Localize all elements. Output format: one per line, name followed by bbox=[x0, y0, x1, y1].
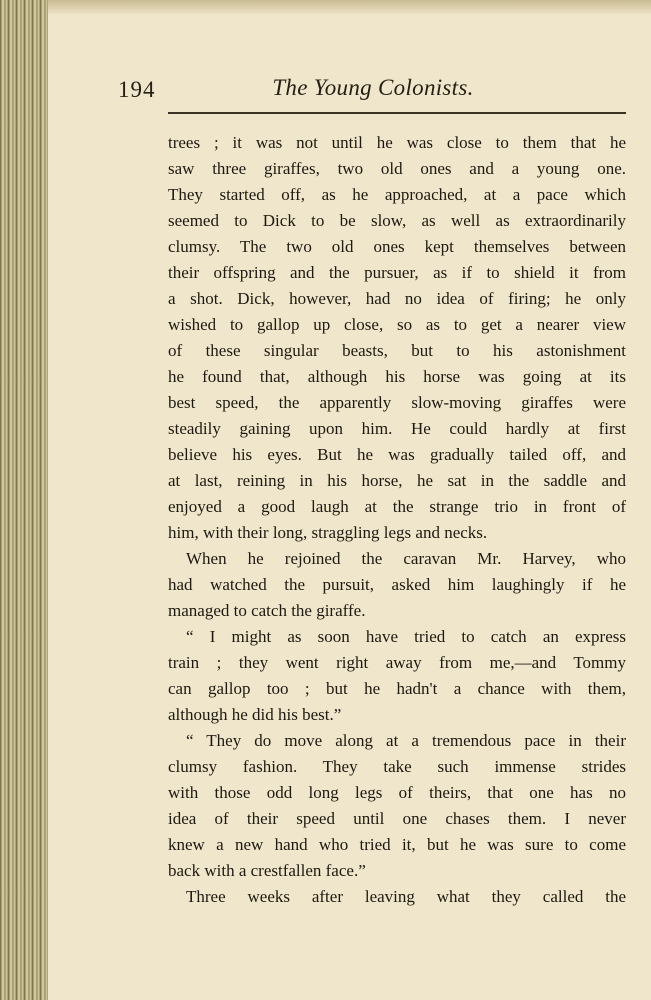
page-number: 194 bbox=[118, 77, 156, 102]
text-line: believe his eyes. But he was gradually tailed off, and bbox=[168, 445, 626, 464]
header-rule bbox=[168, 112, 626, 114]
text-line: at last, reining in his horse, he sat in the saddle and bbox=[168, 471, 626, 490]
text-line: They started off, as he approached, at a pace which bbox=[168, 185, 626, 204]
text-line: him, with their long, straggling legs and necks. bbox=[168, 523, 488, 542]
text-line: he found that, although his horse was going at its bbox=[168, 367, 626, 386]
text-line: “ I might as soon have tried to catch an express bbox=[186, 627, 626, 646]
text-line: although he did his best.” bbox=[168, 705, 342, 724]
text-line: of these singular beasts, but to his astonishment bbox=[168, 341, 626, 360]
text-line: enjoyed a good laugh at the strange trio in front of bbox=[168, 497, 626, 516]
text-line: can gallop too ; but he hadn't a chance with them, bbox=[168, 679, 626, 698]
text-line: with those odd long legs of theirs, that one has no bbox=[168, 783, 626, 802]
running-title: The Young Colonists. bbox=[272, 75, 474, 100]
text-line: clumsy fashion. They take such immense strides bbox=[168, 757, 626, 776]
page-header bbox=[118, 60, 628, 100]
text-line: Three weeks after leaving what they called the bbox=[186, 887, 626, 906]
book-page-edges bbox=[0, 0, 48, 1000]
text-line: idea of their speed until one chases them. I never bbox=[168, 809, 626, 828]
text-line: a shot. Dick, however, had no idea of firing; he only bbox=[168, 289, 626, 308]
text-line: seemed to Dick to be slow, as well as extraordinarily bbox=[168, 211, 626, 230]
text-line: wished to gallop up close, so as to get a nearer view bbox=[168, 315, 626, 334]
text-line: back with a crestfallen face.” bbox=[168, 861, 366, 880]
text-line: clumsy. The two old ones kept themselves between bbox=[168, 237, 626, 256]
text-line: saw three giraffes, two old ones and a young one. bbox=[168, 159, 626, 178]
text-line: their offspring and the pursuer, as if to shield it from bbox=[168, 263, 626, 282]
text-line: managed to catch the giraffe. bbox=[168, 601, 366, 620]
text-line: trees ; it was not until he was close to them that he bbox=[168, 133, 626, 152]
text-line: “ They do move along at a tremendous pace in their bbox=[186, 731, 626, 750]
text-line: knew a new hand who tried it, but he was sure to come bbox=[168, 835, 626, 854]
text-line: had watched the pursuit, asked him laughingly if he bbox=[168, 575, 626, 594]
page-top-edge bbox=[48, 0, 651, 14]
text-line: best speed, the apparently slow-moving giraffes were bbox=[168, 393, 626, 412]
body-text bbox=[168, 130, 626, 910]
text-line: steadily gaining upon him. He could hardly at first bbox=[168, 419, 626, 438]
text-line: train ; they went right away from me,—and Tommy bbox=[168, 653, 626, 672]
text-line: When he rejoined the caravan Mr. Harvey, who bbox=[186, 549, 626, 568]
